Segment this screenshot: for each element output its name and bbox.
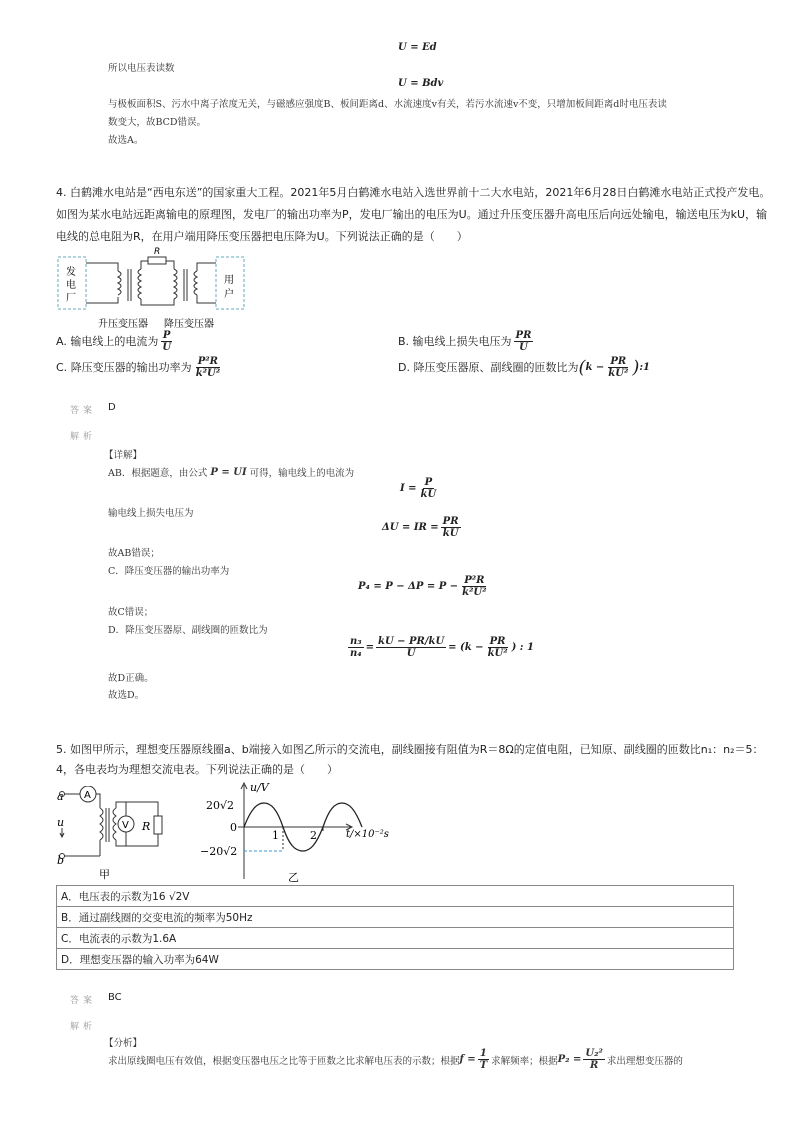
- figure-caption-yi: 乙: [288, 871, 299, 883]
- voltmeter-label: V: [122, 820, 129, 831]
- q4-detail-line: C．降压变压器的输出功率为: [108, 566, 230, 577]
- q5-circuit-diagram: [54, 786, 184, 882]
- q4-detail-line: D．降压变压器原、副线圈的匝数比为: [108, 625, 268, 636]
- q4-option-a[interactable]: A. 输电线上的电流为 $\frac{P}{U}$: [56, 330, 172, 353]
- step-down-primary-coil: [174, 269, 177, 299]
- plant-label-3: 厂: [66, 293, 76, 304]
- q4-stem-line2: 如图为某水电站远距离输电的原理图，发电厂的输出功率为P，发电厂输出的电压为U。通过升压变压器升高电压后向远处输电，输送电压为kU，输: [56, 208, 768, 221]
- q5-option-c[interactable]: C．电流表的示数为1.6A: [57, 928, 734, 949]
- resistor-label: R: [154, 247, 161, 257]
- q5-option-d[interactable]: D．理想变压器的输入功率为64W: [57, 949, 734, 970]
- step-down-secondary-coil: [194, 271, 197, 295]
- analysis-tag: 解析: [70, 432, 97, 442]
- x-tick-2: 2: [310, 829, 317, 842]
- step-up-primary-coil: [118, 271, 121, 295]
- voltage-u: u: [57, 816, 65, 829]
- x-axis-label: t/×10⁻²s: [346, 829, 389, 840]
- resistor-label: R: [142, 820, 151, 833]
- q4-transmission-diagram: [56, 245, 256, 333]
- text-line: 数变大，故BCD错误。: [108, 117, 207, 128]
- detail-heading: 【详解】: [104, 450, 143, 461]
- step-up-label: 升压变压器: [98, 319, 148, 330]
- text-line: 故选A。: [108, 135, 144, 146]
- q4-detail-line: 故C错误；: [108, 607, 154, 618]
- x-tick-1: 1: [272, 829, 279, 842]
- q5-answer: BC: [108, 992, 122, 1003]
- plant-label-2: 电: [66, 280, 76, 291]
- y-zero-label: 0: [230, 821, 237, 834]
- q4-detail-line: 输电线上损失电压为: [108, 508, 194, 519]
- analysis-tag: 解析: [70, 1022, 97, 1032]
- line-resistor: [148, 257, 166, 264]
- equation-output-power: P₄ = P − ΔP = P − $\frac{\text{P²R}}{\text{k²U²}}$: [358, 575, 487, 598]
- equation-voltage-drop: ΔU = IR = $\frac{PR}{kU}$: [382, 516, 459, 539]
- q4-option-c[interactable]: C. 降压变压器的输出功率为 $\frac{\text{P²R}}{\text{k²U²}}$: [56, 356, 221, 379]
- equation-turns-ratio: $\frac{\text{n₃}}{\text{n₄}}$ = $\frac{kU - PR/kU}{U}$ = (k − $\frac{PR}{\text{kU²}}$ ) : 1: [350, 636, 534, 659]
- q5-option-a[interactable]: A．电压表的示数为16 √2V: [57, 886, 734, 907]
- answer-tag: 答案: [70, 996, 97, 1006]
- q4-detail-line: 故D正确。: [108, 673, 154, 684]
- plant-label-1: 发: [66, 267, 76, 278]
- q5-stem-line2: 4，各电表均为理想交流电表。下列说法正确的是（ ）: [56, 763, 338, 776]
- equation-u-ed: U = Ed: [398, 42, 437, 53]
- y-axis-label: u/V: [250, 781, 269, 794]
- text-line: 所以电压表读数: [108, 63, 175, 74]
- step-up-secondary-coil: [138, 269, 141, 299]
- text-line: 与极板面积S、污水中离子浓度无关，与磁感应强度B、板间距离d、水流速度v有关，若污水流速v不变，只增加板间距离d时电压表读: [108, 99, 667, 110]
- q4-stem-line3: 电线的总电阻为R，在用户端用降压变压器把电压降为U。下列说法正确的是（ ）: [56, 230, 468, 243]
- q5-options-table: [56, 885, 734, 970]
- terminal-b: b: [57, 854, 65, 867]
- y-min-label: −20√2: [200, 845, 238, 858]
- equation-current: I = $\frac{P}{kU}$: [400, 477, 437, 500]
- q4-stem-line1: 4. 白鹤滩水电站是“西电东送”的国家重大工程。2021年5月白鹤滩水电站入选世界前十二大水电站，2021年6月28日白鹤滩水电站正式投产发电。: [56, 186, 771, 199]
- q4-detail-line: AB．根据题意，由公式 P = UI 可得，输电线上的电流为: [108, 466, 355, 479]
- terminal-a: a: [57, 790, 64, 803]
- figure-caption-jia: 甲: [99, 868, 110, 881]
- answer-tag: 答案: [70, 406, 97, 416]
- user-label-2: 户: [224, 289, 234, 300]
- analysis-heading: 【分析】: [104, 1038, 143, 1049]
- equation-u-bdv: U = Bdv: [398, 78, 444, 89]
- q5-option-b[interactable]: B．通过副线圈的交变电流的频率为50Hz: [57, 907, 734, 928]
- y-max-label: 20√2: [206, 799, 235, 812]
- q5-analysis-line: 求出原线圈电压有效值，根据变压器电压之比等于匝数之比求解电压表的示数；根据 f = $\frac{1}{T}$ 求解频率；根据 P₂ = $\frac{\text{U₂²}}{R}$ 求出理想变压器的: [108, 1048, 683, 1071]
- q5-stem-line1: 5. 如图甲所示，理想变压器原线圈a、b端接入如图乙所示的交流电，副线圈接有阻值为R＝8Ω的定值电阻，已知原、副线圈的匝数比n₁：n₂＝5：: [56, 743, 764, 756]
- q4-option-b[interactable]: B. 输电线上损失电压为 $\frac{PR}{U}$: [398, 330, 532, 353]
- user-label-1: 用: [224, 275, 234, 286]
- q4-detail-line: 故选D。: [108, 690, 145, 701]
- q4-option-d[interactable]: D. 降压变压器原、副线圈的匝数比为 ( k − $\frac{PR}{\text{kU²}}$ ) :1: [398, 356, 651, 379]
- q4-answer: D: [108, 402, 116, 413]
- resistor-r: [154, 816, 162, 834]
- ammeter-label: A: [84, 790, 91, 801]
- q4-detail-line: 故AB错误；: [108, 548, 160, 559]
- q5-waveform-graph: [196, 779, 396, 883]
- step-down-label: 降压变压器: [164, 319, 214, 330]
